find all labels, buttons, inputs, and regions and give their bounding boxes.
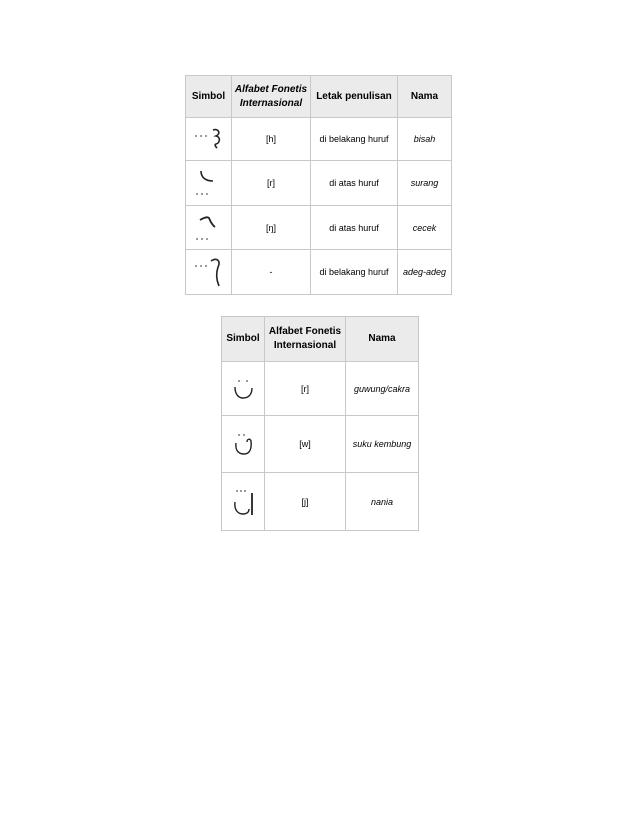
symbol-cell	[222, 362, 265, 416]
header-nama: Nama	[346, 317, 419, 362]
layar-icon	[189, 167, 229, 199]
nama-cell: cecek	[398, 206, 452, 250]
table-header-row	[222, 317, 419, 362]
symbol-cell	[186, 250, 232, 295]
nama-cell: nania	[346, 473, 419, 531]
table-row	[186, 206, 452, 250]
header-letak: Letak penulisan	[311, 76, 398, 118]
cakra-icon	[226, 375, 260, 403]
table-row	[186, 118, 452, 161]
header-ipa: Alfabet Fonetis Internasional	[232, 76, 311, 118]
symbol-cell	[186, 161, 232, 206]
table-row	[222, 362, 419, 416]
pangkon-icon	[189, 255, 229, 289]
letak-cell: di atas huruf	[311, 206, 398, 250]
table-row	[222, 416, 419, 473]
ipa-cell: [j]	[265, 473, 346, 531]
table-row	[186, 250, 452, 295]
ipa-cell: [ŋ]	[232, 206, 311, 250]
nama-cell: bisah	[398, 118, 452, 161]
pengkal-icon	[226, 485, 260, 519]
letak-cell: di belakang huruf	[311, 118, 398, 161]
symbol-cell	[186, 118, 232, 161]
nama-cell: surang	[398, 161, 452, 206]
nama-cell: guwung/cakra	[346, 362, 419, 416]
cecak-icon	[189, 212, 229, 244]
header-simbol: Simbol	[222, 317, 265, 362]
ipa-cell: [h]	[232, 118, 311, 161]
letak-cell: di belakang huruf	[311, 250, 398, 295]
diacritics-table-2	[221, 316, 419, 531]
ipa-cell: [r]	[265, 362, 346, 416]
diacritics-table-1	[185, 75, 452, 295]
table-row	[222, 473, 419, 531]
ipa-cell: -	[232, 250, 311, 295]
header-ipa: Alfabet Fonetis Internasional	[265, 317, 346, 362]
header-simbol: Simbol	[186, 76, 232, 118]
wa-panyangga-icon	[226, 429, 260, 459]
symbol-cell	[222, 416, 265, 473]
symbol-cell	[186, 206, 232, 250]
table-row	[186, 161, 452, 206]
ipa-cell: [r]	[232, 161, 311, 206]
ipa-cell: [w]	[265, 416, 346, 473]
nama-cell: suku kembung	[346, 416, 419, 473]
nama-cell: adeg-adeg	[398, 250, 452, 295]
header-nama: Nama	[398, 76, 452, 118]
letak-cell: di atas huruf	[311, 161, 398, 206]
symbol-cell	[222, 473, 265, 531]
table-header-row	[186, 76, 452, 118]
wignyan-icon	[189, 125, 229, 153]
